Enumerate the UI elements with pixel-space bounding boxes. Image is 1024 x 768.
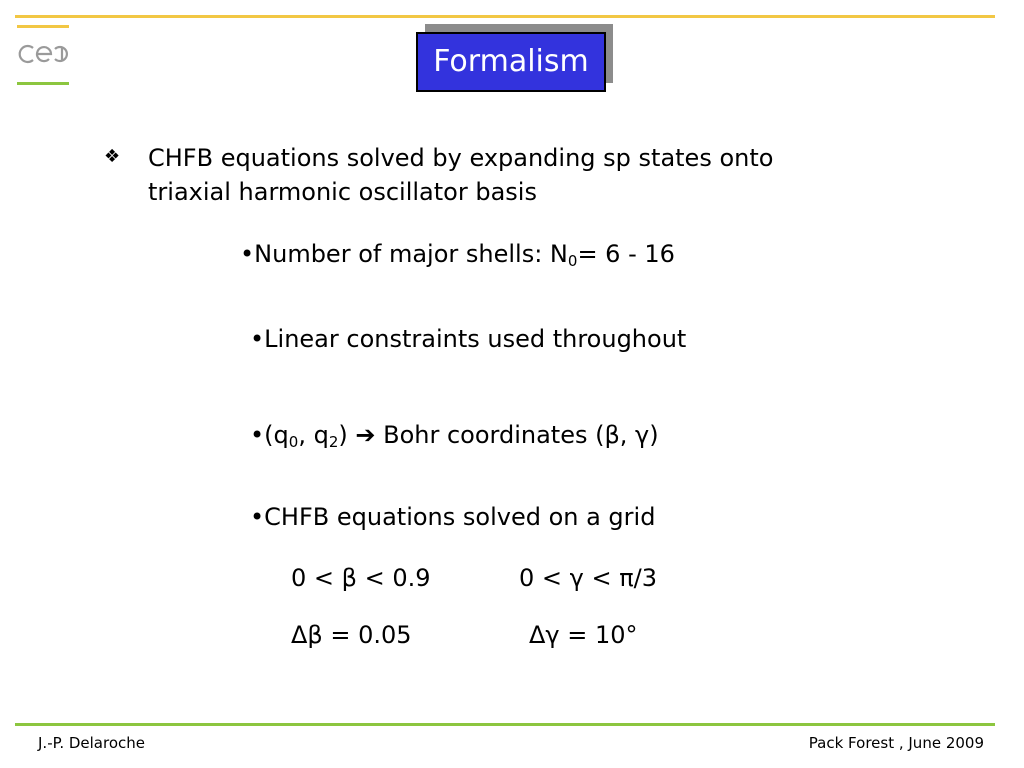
item-linear-constraints: •Linear constraints used throughout bbox=[250, 325, 687, 353]
logo-bottom-bar bbox=[17, 82, 69, 85]
bohr-part4: Bohr coordinates (β, γ) bbox=[375, 421, 659, 449]
top-rule bbox=[15, 15, 995, 18]
shells-suffix: = 6 - 16 bbox=[577, 240, 675, 268]
main-bullet bbox=[148, 141, 773, 209]
bohr-sub1: 0 bbox=[288, 433, 299, 451]
bohr-sub2: 2 bbox=[328, 433, 339, 451]
shells-prefix: •Number of major shells: N bbox=[240, 240, 568, 268]
diamond-bullet-icon: ❖ bbox=[104, 146, 121, 167]
item-grid: •CHFB equations solved on a grid bbox=[250, 503, 656, 531]
main-bullet-line1: CHFB equations solved by expanding sp states onto bbox=[148, 144, 774, 172]
bohr-part1: •(q bbox=[250, 421, 289, 449]
footer-event-date: Pack Forest , June 2009 bbox=[808, 734, 984, 752]
slide-title: Formalism bbox=[416, 32, 606, 92]
cea-logo bbox=[15, 22, 71, 86]
beta-step: Δβ = 0.05 bbox=[291, 621, 412, 649]
main-bullet-line2: triaxial harmonic oscillator basis bbox=[148, 178, 537, 206]
bohr-part2: , q bbox=[298, 421, 329, 449]
bohr-part3: ) bbox=[338, 421, 356, 449]
beta-range: 0 < β < 0.9 bbox=[291, 564, 431, 592]
cea-logo-letters bbox=[17, 40, 69, 68]
gamma-range: 0 < γ < π/3 bbox=[519, 564, 658, 592]
arrow-icon: ➔ bbox=[355, 421, 376, 449]
item-major-shells bbox=[240, 237, 675, 271]
gamma-step: Δγ = 10° bbox=[529, 621, 638, 649]
shells-subscript: 0 bbox=[567, 252, 578, 270]
item-bohr-coordinates bbox=[250, 418, 659, 452]
bottom-rule bbox=[15, 723, 995, 726]
footer-author: J.-P. Delaroche bbox=[38, 734, 145, 752]
logo-top-bar bbox=[17, 25, 69, 28]
